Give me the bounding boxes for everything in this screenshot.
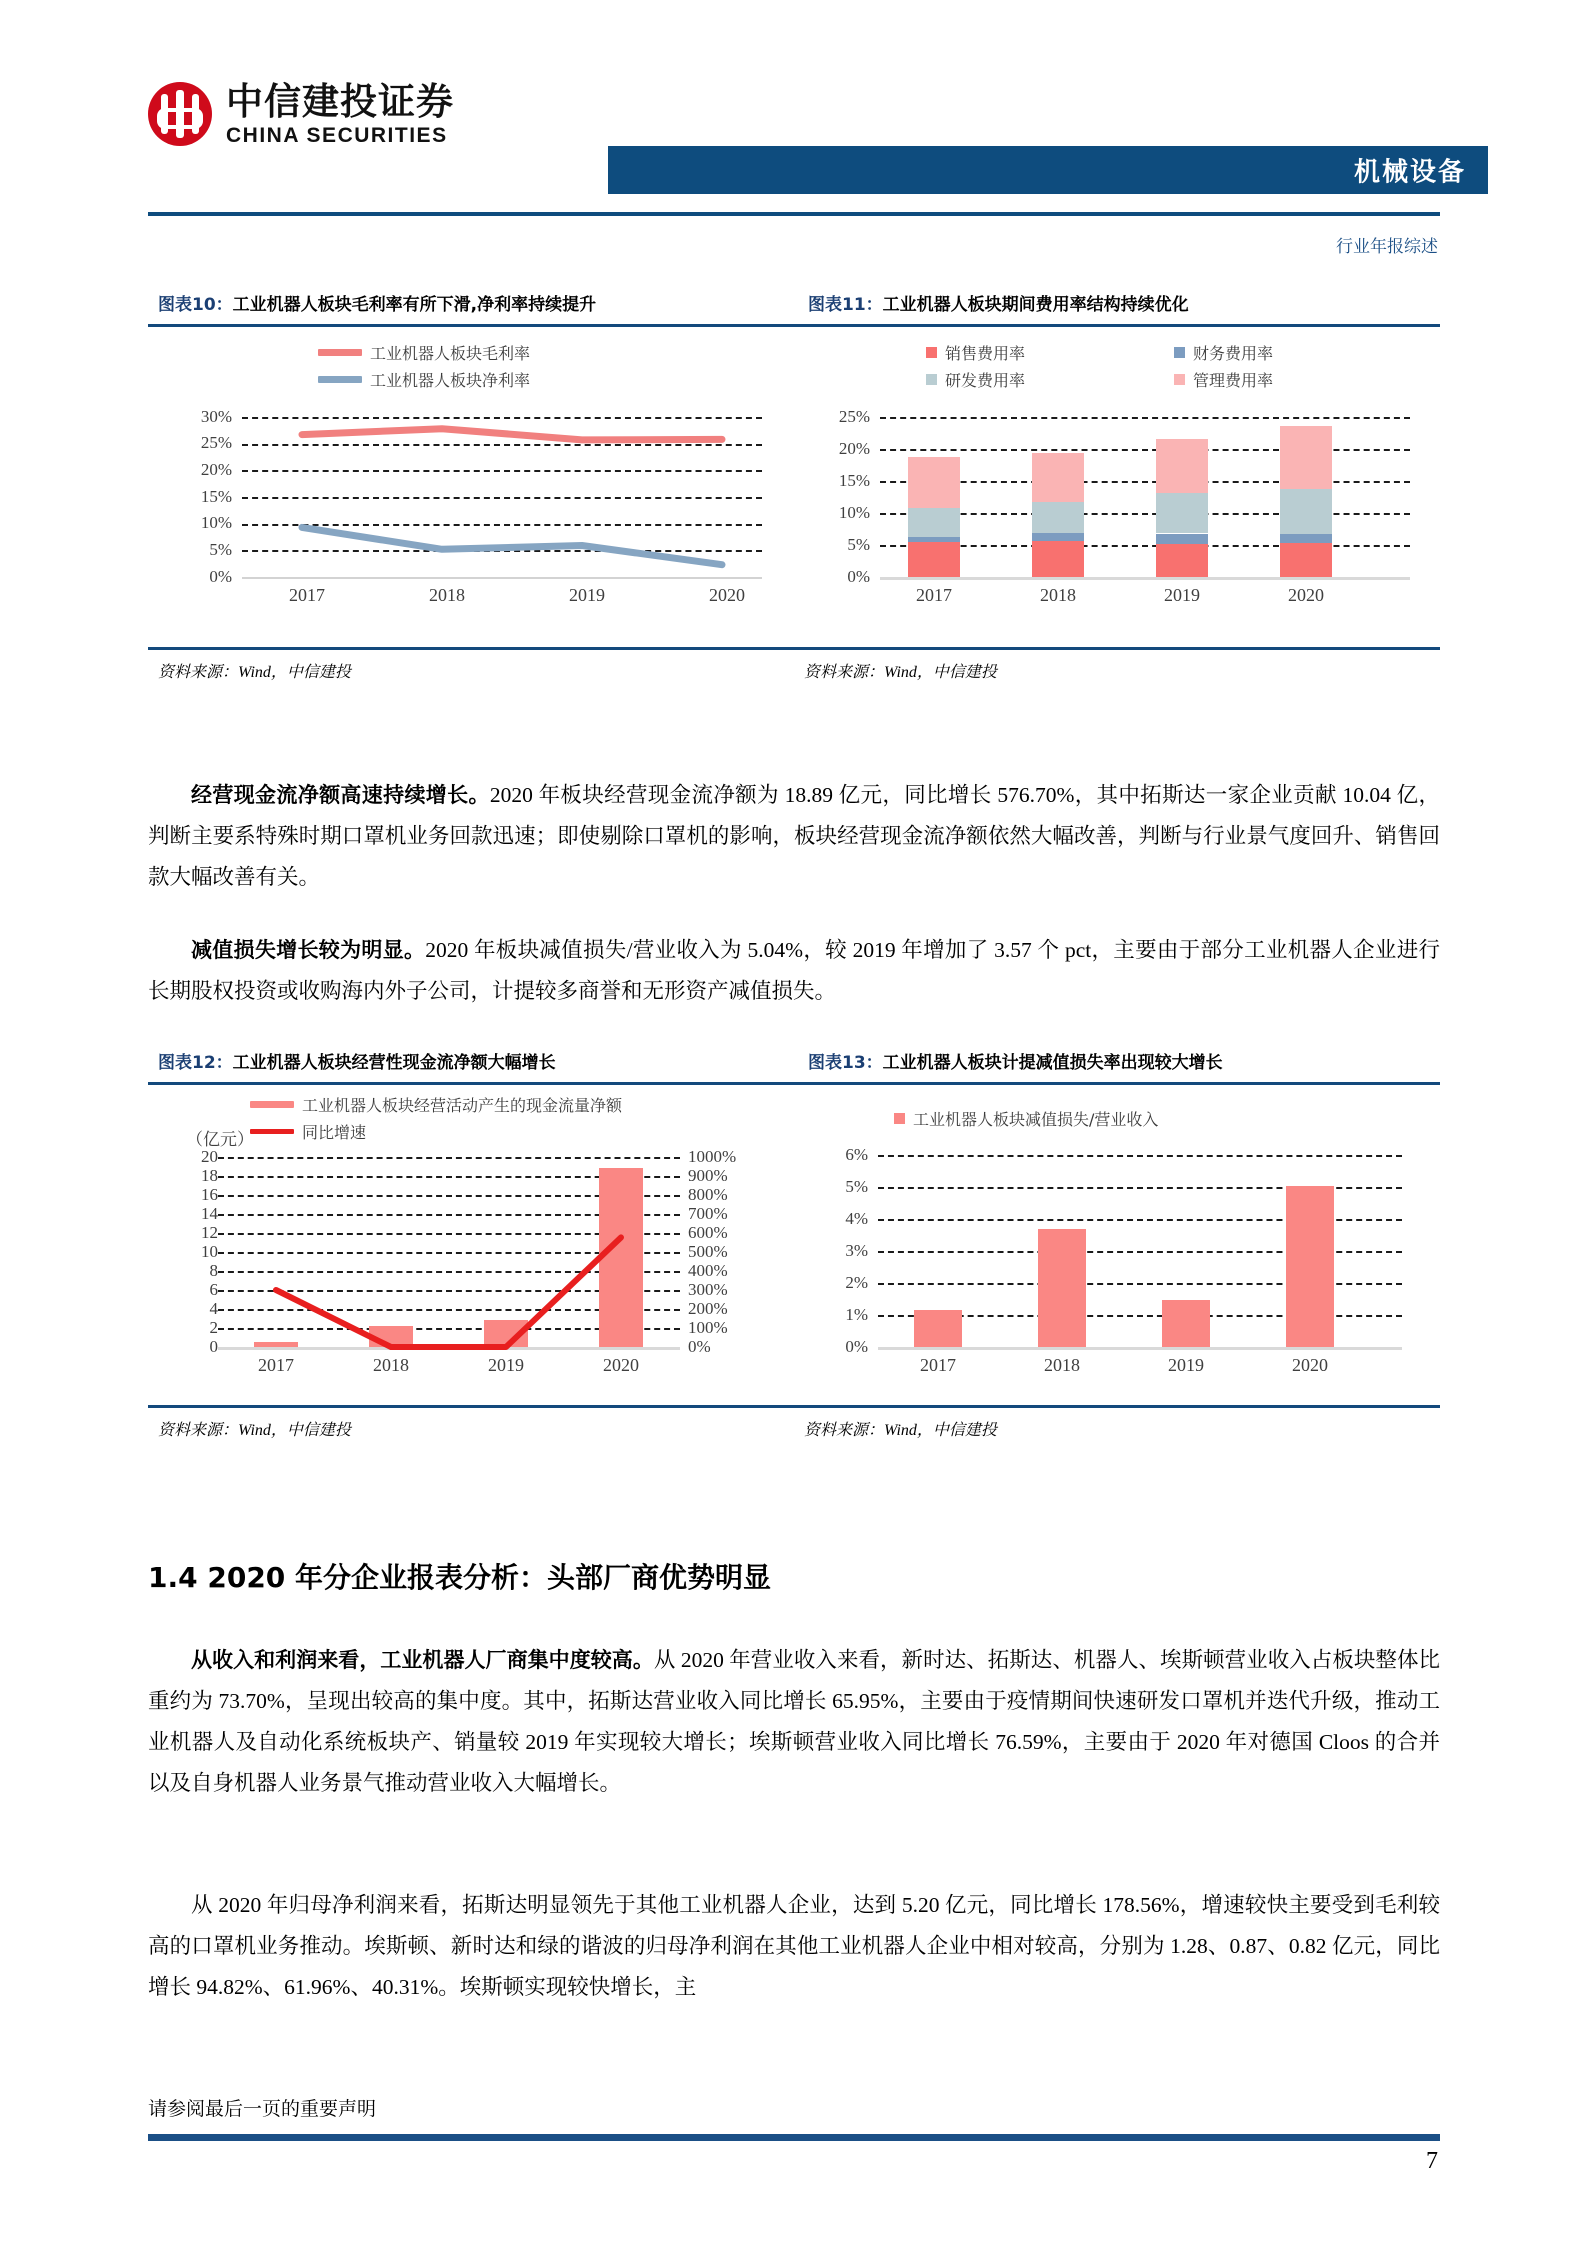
- chart-10-xtick-2017: 2017: [289, 585, 325, 605]
- chart-11-xtick-2019: 2019: [1164, 585, 1200, 605]
- paragraph-2-lead: 减值损失增长较为明显。: [191, 938, 426, 962]
- legend-label-selling-expense: 销售费用率: [945, 344, 1026, 363]
- chart-12-ytick-left-4: 4: [209, 1299, 218, 1318]
- figure-row-2-body: [148, 1085, 1440, 1405]
- chart-12-ytick-left-10: 10: [201, 1242, 218, 1261]
- paragraph-revenue-profit: [148, 1640, 1440, 1804]
- chart-10-ytick-30: 30%: [200, 407, 232, 426]
- chart-12-xtick-2020: 2020: [603, 1355, 639, 1375]
- chart-10-legend: [318, 341, 530, 391]
- csc-logo-icon: [148, 82, 212, 146]
- chart-12-ytick-left-2: 2: [209, 1318, 218, 1337]
- header-banner: [608, 146, 1488, 194]
- bar-2020-admin-expense: [1280, 426, 1332, 489]
- chart-13-xtick-2018: 2018: [1044, 1355, 1080, 1375]
- figure-row-2-titles: [148, 1048, 1440, 1082]
- paragraph-3-text: 从 2020 年营业收入来看，新时达、拓斯达、机器人、埃斯顿营业收入占板块整体比重约为 73.70%，呈现出较高的集中度。其中，拓斯达营业收入同比增长 65.95%，主要由于疫情期间快速研发口罩机并迭代升级，推动工业机器人及自动化系统板块产、销量较 2019 年实现较大增长；埃斯顿营业收入同比增长 76.59%，主要由于 2020 年对德国 Cloos 的合并以及自身机器人业务景气推动营业收入大幅增长。: [148, 1648, 1441, 1795]
- chart-10-xtick-2019: 2019: [569, 585, 605, 605]
- chart-expense-ratio-structure: [794, 327, 1440, 647]
- chart-12-ytick-left-14: 14: [201, 1204, 218, 1223]
- figure-11-title: [808, 290, 1189, 315]
- chart-13-gridline-6: [878, 1155, 1402, 1157]
- paragraph-impairment-loss: [148, 930, 1440, 1012]
- legend-label-gross-margin: 工业机器人板块毛利率: [370, 344, 531, 363]
- chart-10-xtick-2018: 2018: [429, 585, 465, 605]
- figure-12-caption: 工业机器人板块经营性现金流净额大幅增长: [232, 1053, 556, 1073]
- chart-12-unit-label: （亿元）: [186, 1130, 254, 1149]
- chart-operating-cashflow: [148, 1085, 794, 1405]
- chart-12-xtick-2018: 2018: [373, 1355, 409, 1375]
- legend-swatch-admin-expense: [1174, 374, 1185, 385]
- bar-2018-impairment-ratio: [1038, 1229, 1086, 1347]
- figure-11-source: 资料来源：Wind，中信建投: [804, 664, 997, 681]
- chart-11-ytick-25: 25%: [838, 407, 870, 426]
- chart-10-series-svg: [242, 397, 762, 587]
- chart-11-xtick-2020: 2020: [1288, 585, 1324, 605]
- legend-label-rd-expense: 研发费用率: [945, 371, 1026, 390]
- figure-row-2-bottom-rule: [148, 1405, 1440, 1408]
- figure-12-cell: [148, 1085, 794, 1405]
- header-divider: [148, 212, 1440, 216]
- paragraph-operating-cashflow: [148, 775, 1440, 898]
- bar-2020-rd-expense: [1280, 489, 1332, 534]
- chart-11-gridline-25: [880, 417, 1410, 419]
- chart-12-ytick-right-700: 700%: [688, 1204, 728, 1223]
- legend-item-financial-expense: [1174, 341, 1273, 364]
- legend-item-rd-expense: [926, 368, 1025, 391]
- chart-12-ytick-left-12: 12: [201, 1223, 218, 1242]
- chart-12-ytick-right-800: 800%: [688, 1185, 728, 1204]
- chart-13-xtick-2020: 2020: [1292, 1355, 1328, 1375]
- chart-13-ytick-3: 3%: [845, 1241, 868, 1260]
- legend-item-admin-expense: [1174, 368, 1273, 391]
- chart-10-ytick-5: 5%: [209, 540, 232, 559]
- figure-row-2-sources: [148, 1408, 1440, 1449]
- figure-11-cell: [794, 327, 1440, 647]
- figure-13-cell: [794, 1085, 1440, 1405]
- chart-12-ytick-right-1000: 1000%: [688, 1147, 737, 1166]
- chart-12-ytick-left-20: 20: [201, 1147, 218, 1166]
- chart-13-ytick-5: 5%: [845, 1177, 868, 1196]
- figure-12-source: 资料来源：Wind，中信建投: [158, 1422, 351, 1439]
- figure-row-1-sources: [148, 650, 1440, 691]
- chart-12-ytick-left-0: 0: [209, 1337, 218, 1356]
- bar-2017-financial-expense: [908, 537, 960, 542]
- bar-2017-admin-expense: [908, 457, 960, 508]
- chart-10-ytick-15: 15%: [200, 487, 232, 506]
- legend-item-gross-margin: [318, 341, 530, 364]
- logo-english-name: CHINA SECURITIES: [226, 123, 448, 147]
- bar-2020-impairment-ratio: [1286, 1186, 1334, 1347]
- footer-divider: [148, 2134, 1440, 2141]
- legend-swatch-rd-expense: [926, 374, 937, 385]
- figure-13-number: 图表13：: [808, 1053, 883, 1073]
- paragraph-3-lead: 从收入和利润来看，工业机器人厂商集中度较高。: [191, 1648, 654, 1672]
- industry-title: 机械设备: [1353, 157, 1466, 188]
- chart-11-ytick-0: 0%: [847, 567, 870, 586]
- chart-13-ytick-2: 2%: [845, 1273, 868, 1292]
- paragraph-4-text: 从 2020 年归母净利润来看，拓斯达明显领先于其他工业机器人企业，达到 5.20 亿元，同比增长 178.56%，增速较快主要受到毛利较高的口罩机业务推动。埃斯顿、新时达和绿的谐波的归母净利润在其他工业机器人企业中相对较高，分别为 1.28、0.87、0.82 亿元，同比增长 94.82%、61.96%、40.31%。埃斯顿实现较快增长，主: [148, 1893, 1440, 1999]
- chart-12-ytick-right-400: 400%: [688, 1261, 728, 1280]
- figure-10-cell: [148, 327, 794, 647]
- bar-2019-selling-expense: [1156, 544, 1208, 577]
- paragraph-1-lead: 经营现金流净额高速持续增长。: [191, 783, 490, 807]
- chart-13-ytick-0: 0%: [845, 1337, 868, 1356]
- chart-11-legend-col2: [1174, 341, 1273, 391]
- chart-12-ytick-right-100: 100%: [688, 1318, 728, 1337]
- chart-10-ytick-20: 20%: [200, 460, 232, 479]
- bar-2017-rd-expense: [908, 508, 960, 538]
- chart-12-ytick-left-6: 6: [209, 1280, 218, 1299]
- paragraph-net-profit: [148, 1885, 1440, 2008]
- chart-13-ytick-6: 6%: [845, 1145, 868, 1164]
- figure-10-caption: 工业机器人板块毛利率有所下滑,净利率持续提升: [232, 295, 597, 315]
- chart-12-ytick-right-200: 200%: [688, 1299, 728, 1318]
- figure-10-number: 图表10：: [158, 295, 233, 315]
- bar-2020-financial-expense: [1280, 534, 1332, 543]
- chart-12-ytick-left-18: 18: [201, 1166, 218, 1185]
- legend-label-impairment-ratio: 工业机器人板块减值损失/营业收入: [913, 1110, 1159, 1129]
- chart-13-xtick-2019: 2019: [1168, 1355, 1204, 1375]
- legend-swatch-selling-expense: [926, 347, 937, 358]
- legend-item-net-margin: [318, 368, 530, 391]
- legend-swatch-gross-margin: [318, 349, 362, 356]
- figure-11-number: 图表11：: [808, 295, 883, 315]
- chart-11-ytick-5: 5%: [847, 535, 870, 554]
- figure-12-number: 图表12：: [158, 1053, 233, 1073]
- chart-10-xtick-2020: 2020: [709, 585, 745, 605]
- chart-10-ytick-10: 10%: [200, 513, 232, 532]
- paragraph-1-text: 2020 年板块经营现金流净额为 18.89 亿元，同比增长 576.70%，其中拓斯达一家企业贡献 10.04 亿，判断主要系特殊时期口罩机业务回款迅速；即使剔除口罩机的影响，板块经营现金流净额依然大幅改善，判断与行业景气度回升、销售回款大幅改善有关。: [148, 783, 1441, 889]
- legend-item-impairment-ratio: [894, 1107, 1158, 1130]
- chart-10-line-net-margin: [302, 527, 722, 564]
- chart-12-ytick-right-300: 300%: [688, 1280, 728, 1299]
- logo-chinese-name: 中信建投证券: [226, 79, 454, 123]
- bar-2020-selling-expense: [1280, 543, 1332, 577]
- chart-12-ytick-right-600: 600%: [688, 1223, 728, 1242]
- legend-item-selling-expense: [926, 341, 1025, 364]
- figure-13-title: [808, 1048, 1223, 1073]
- figure-13-caption: 工业机器人板块计提减值损失率出现较大增长: [882, 1053, 1223, 1073]
- bar-2019-financial-expense: [1156, 534, 1208, 544]
- chart-12-ytick-right-900: 900%: [688, 1166, 728, 1185]
- chart-11-axis-baseline: [880, 577, 1410, 580]
- figure-12-title: [158, 1048, 556, 1073]
- chart-10-line-gross-margin: [302, 429, 722, 440]
- paragraph-2-text: 2020 年板块减值损失/营业收入为 5.04%，较 2019 年增加了 3.57 个 pct，主要由于部分工业机器人企业进行长期股权投资或收购海内外子公司，计提较多商誉和无形资产减值损失。: [148, 938, 1440, 1003]
- figure-13-source: 资料来源：Wind，中信建投: [804, 1422, 997, 1439]
- chart-13-axis-baseline: [878, 1347, 1402, 1350]
- bar-2018-financial-expense: [1032, 533, 1084, 541]
- figure-row-1: [148, 290, 1440, 691]
- chart-12-ytick-right-500: 500%: [688, 1242, 728, 1261]
- legend-label-cashflow: 工业机器人板块经营活动产生的现金流量净额: [302, 1096, 623, 1115]
- report-type-label: 行业年报综述: [1336, 237, 1438, 257]
- legend-swatch-impairment-ratio: [894, 1113, 905, 1124]
- bar-2018-admin-expense: [1032, 453, 1084, 502]
- chart-11-xtick-2017: 2017: [916, 585, 952, 605]
- chart-13-ytick-1: 1%: [845, 1305, 868, 1324]
- chart-13-xtick-2017: 2017: [920, 1355, 956, 1375]
- chart-13-legend: [894, 1107, 1158, 1130]
- figure-10-source: 资料来源：Wind，中信建投: [158, 664, 351, 681]
- bar-2017-impairment-ratio: [914, 1310, 962, 1347]
- section-heading-1-4: 1.4 2020 年分企业报表分析：头部厂商优势明显: [148, 1561, 772, 1594]
- chart-12-xtick-2019: 2019: [488, 1355, 524, 1375]
- page-number: 7: [1426, 2148, 1438, 2174]
- figure-row-1-bottom-rule: [148, 647, 1440, 650]
- chart-12-line-yoy-growth: [276, 1237, 621, 1347]
- legend-label-financial-expense: 财务费用率: [1193, 344, 1274, 363]
- chart-11-xtick-2018: 2018: [1040, 585, 1076, 605]
- footer-disclaimer: 请参阅最后一页的重要声明: [148, 2098, 377, 2120]
- bar-2019-impairment-ratio: [1162, 1300, 1210, 1347]
- chart-gross-net-margin: [148, 327, 794, 647]
- chart-12-ytick-left-8: 8: [209, 1261, 218, 1280]
- chart-12-ytick-left-16: 16: [201, 1185, 218, 1204]
- chart-12-xtick-2017: 2017: [258, 1355, 294, 1375]
- bar-2017-selling-expense: [908, 542, 960, 577]
- legend-label-net-margin: 工业机器人板块净利率: [370, 371, 531, 390]
- figure-11-caption: 工业机器人板块期间费用率结构持续优化: [882, 295, 1189, 315]
- figure-10-title: [158, 290, 596, 315]
- chart-impairment-ratio: [794, 1085, 1440, 1405]
- legend-label-admin-expense: 管理费用率: [1193, 371, 1274, 390]
- chart-12-ytick-right-0: 0%: [688, 1337, 711, 1356]
- legend-label-yoy-growth: 同比增速: [302, 1123, 367, 1142]
- chart-10-ytick-0: 0%: [209, 567, 232, 586]
- bar-2018-rd-expense: [1032, 502, 1084, 533]
- chart-13-ytick-4: 4%: [845, 1209, 868, 1228]
- bar-2018-selling-expense: [1032, 541, 1084, 577]
- company-logo: [148, 79, 454, 147]
- bar-2019-rd-expense: [1156, 493, 1208, 533]
- legend-swatch-net-margin: [318, 376, 362, 383]
- chart-11-ytick-15: 15%: [838, 471, 870, 490]
- figure-row-1-titles: [148, 290, 1440, 324]
- figure-row-1-body: [148, 327, 1440, 647]
- chart-11-ytick-20: 20%: [838, 439, 870, 458]
- page-header: [0, 0, 1586, 257]
- chart-10-ytick-25: 25%: [200, 433, 232, 452]
- figure-row-2: [148, 1048, 1440, 1449]
- chart-11-legend-col1: [926, 341, 1025, 391]
- chart-11-ytick-10: 10%: [838, 503, 870, 522]
- bar-2019-admin-expense: [1156, 439, 1208, 493]
- legend-swatch-financial-expense: [1174, 347, 1185, 358]
